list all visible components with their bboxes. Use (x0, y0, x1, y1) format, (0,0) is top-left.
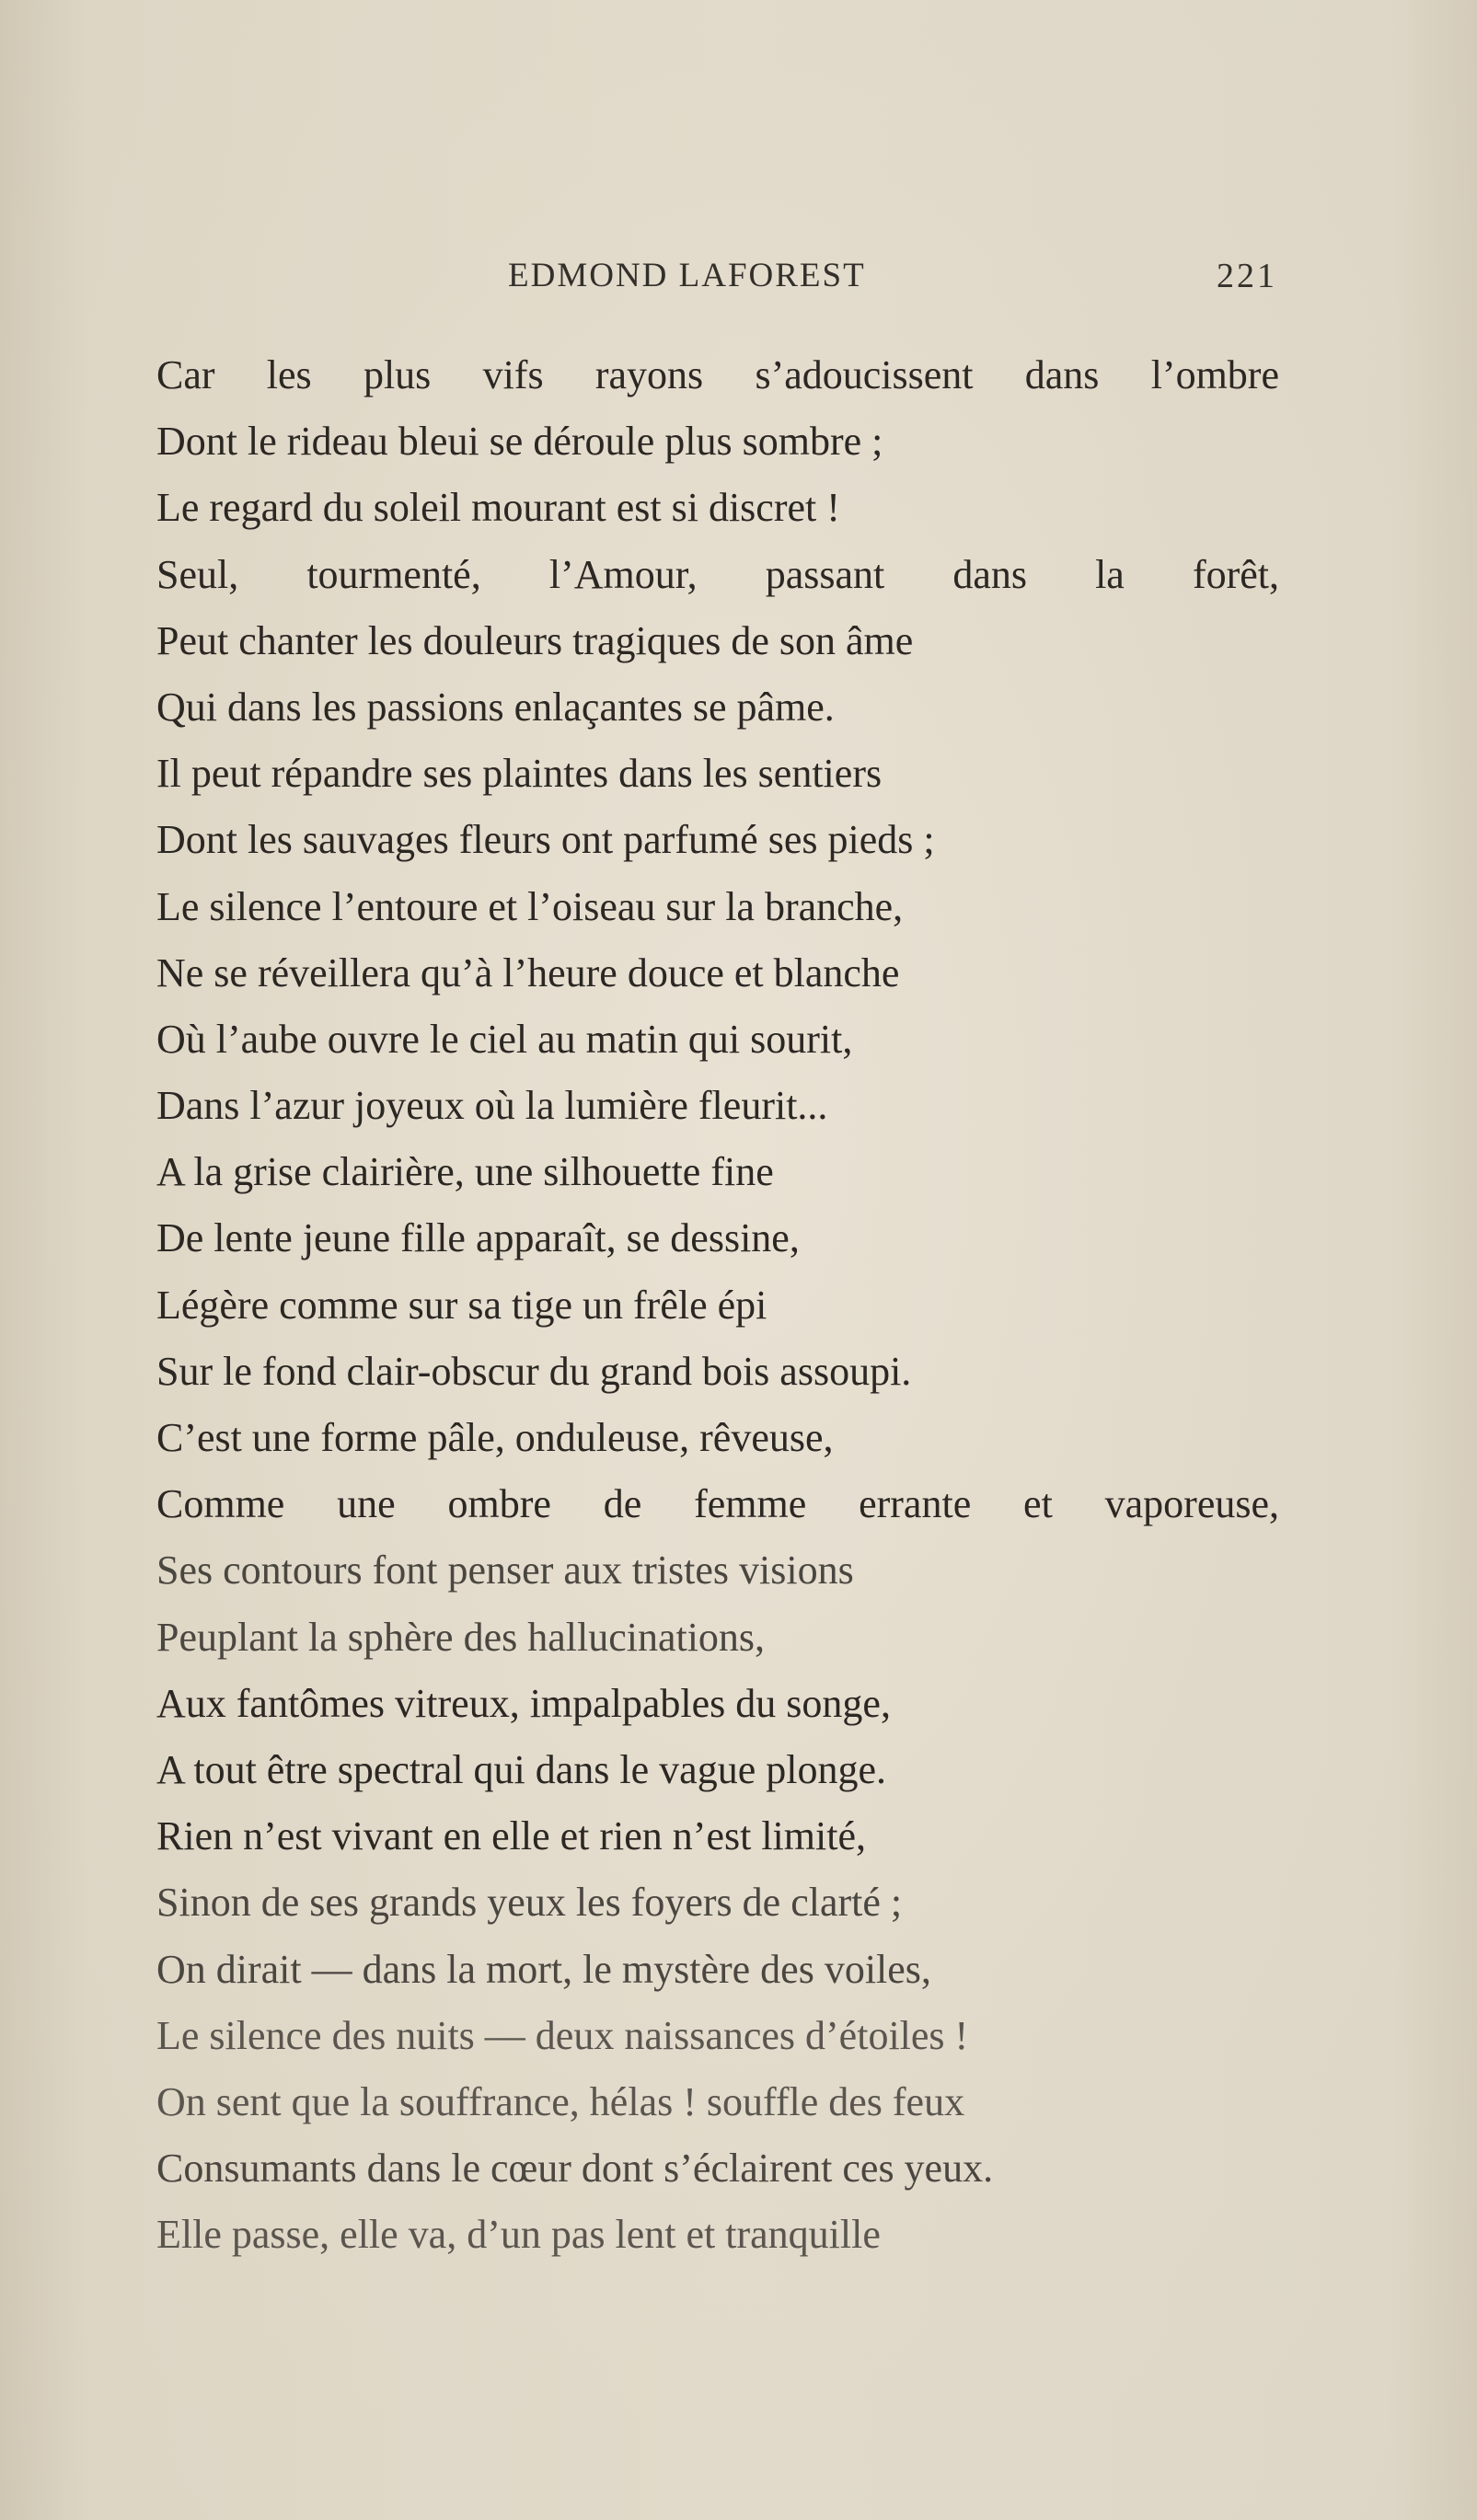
verse-line: Peut chanter les douleurs tragiques de son âme (156, 617, 914, 663)
verse-line: C’est une forme pâle, onduleuse, rêveuse, (156, 1415, 834, 1460)
verse-line: Le silence l’entoure et l’oiseau sur la branche, (156, 883, 904, 929)
verse-line: A tout être spectral qui dans le vague plonge. (156, 1746, 886, 1792)
verse-line: Rien n’est vivant en elle et rien n’est limité, (156, 1813, 866, 1859)
verse-line: Qui dans les passions enlaçantes se pâme. (156, 684, 835, 730)
verse-line: De lente jeune fille apparaît, se dessine, (156, 1215, 800, 1261)
verse-line: Sur le fond clair-obscur du grand bois assoupi. (156, 1348, 912, 1394)
poem-text (156, 342, 1316, 2268)
verse-line: On sent que la souffrance, hélas ! souffle des feux (156, 2078, 965, 2124)
verse-line: Ses contours font penser aux tristes visions (156, 1548, 854, 1594)
running-head (0, 256, 1477, 302)
verse-line: Ne se réveillera qu’à l’heure douce et blanche (156, 949, 900, 995)
verse-line: A la grise clairière, une silhouette fine (156, 1149, 774, 1195)
verse-line: Sinon de ses grands yeux les foyers de clarté ; (156, 1880, 903, 1926)
verse-line: On dirait — dans la mort, le mystère des voiles, (156, 1946, 931, 1992)
verse-line: Car les plus vifs rayons s’adoucissent dans l’ombre (156, 352, 1279, 397)
verse-line: Peuplant la sphère des hallucinations, (156, 1614, 766, 1660)
verse-line: Seul, tourmenté, l’Amour, passant dans la forêt, (156, 551, 1279, 597)
running-title: EDMOND LAFOREST (508, 257, 866, 294)
verse-line: Aux fantômes vitreux, impalpables du songe, (156, 1680, 891, 1726)
verse-line: Comme une ombre de femme errante et vaporeuse, (156, 1481, 1279, 1527)
verse-line: Elle passe, elle va, d’un pas lent et tranquille (156, 2212, 881, 2258)
verse-line: Légère comme sur sa tige un frêle épi (156, 1282, 767, 1328)
verse-line: Dont les sauvages fleurs ont parfumé ses pieds ; (156, 817, 935, 863)
verse-line: Dont le rideau bleui se déroule plus sombre ; (156, 419, 883, 465)
verse-line: Dans l’azur joyeux où la lumière fleurit... (156, 1083, 828, 1129)
page-number: 221 (1217, 257, 1277, 295)
verse-line: Consumants dans le cœur dont s’éclairent ces yeux. (156, 2146, 994, 2192)
verse-line: Il peut répandre ses plaintes dans les sentiers (156, 751, 883, 797)
verse-line: Où l’aube ouvre le ciel au matin qui sourit, (156, 1016, 853, 1062)
verse-line: Le silence des nuits — deux naissances d’étoiles ! (156, 2012, 969, 2058)
verse-line: Le regard du soleil mourant est si discret ! (156, 485, 840, 531)
